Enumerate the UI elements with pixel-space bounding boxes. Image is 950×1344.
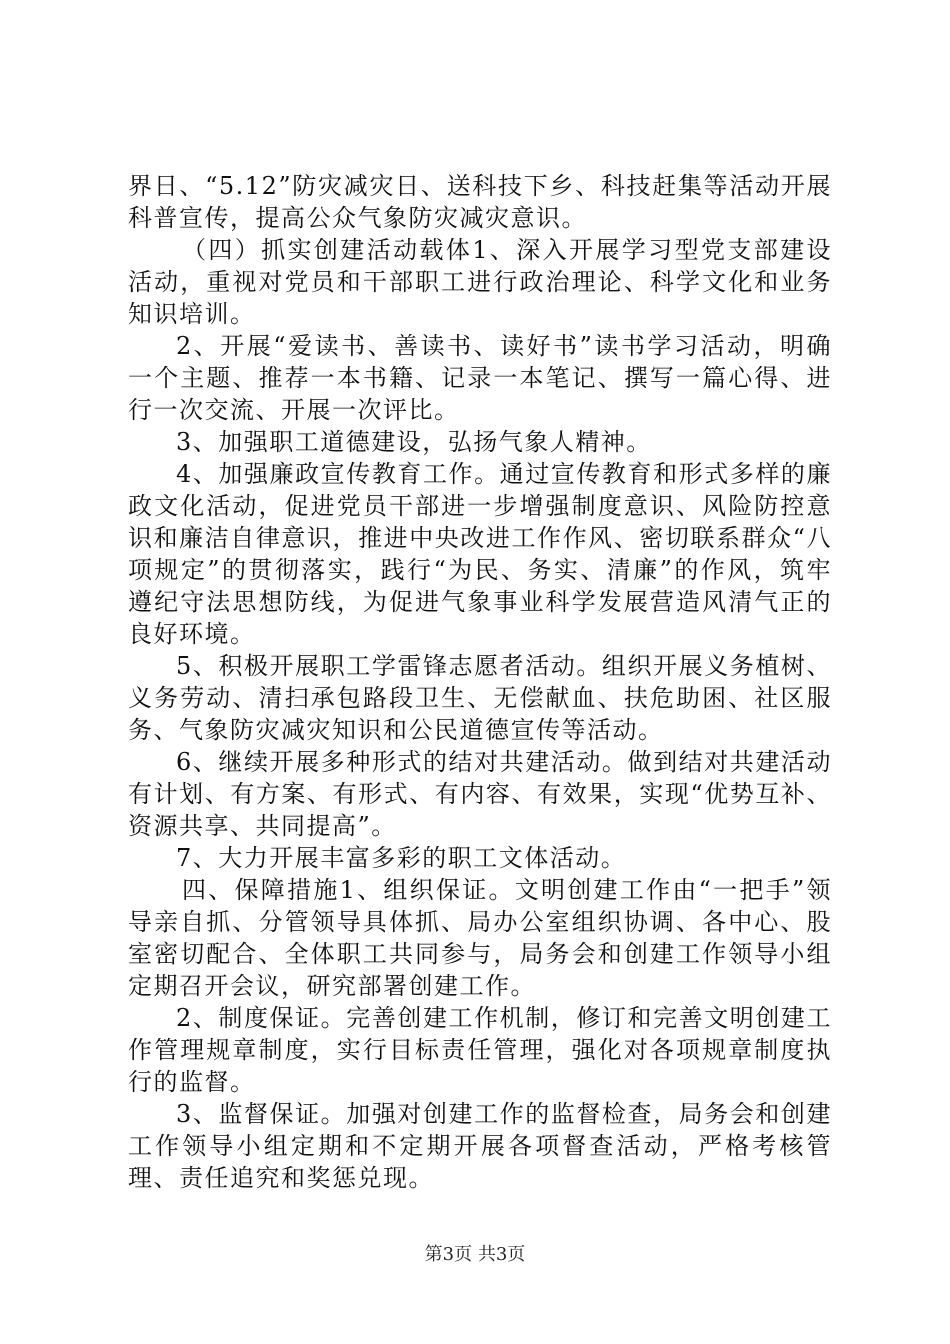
- paragraph-measure-3: 3、监督保证。加强对创建工作的监督检查，局务会和创建工作领导小组定期和不定期开展各项督查活动，严格考核管理、责任追究和奖惩兑现。: [128, 1100, 832, 1192]
- paragraph-item-7: 7、大力开展丰富多彩的职工文体活动。: [176, 844, 627, 872]
- document-body: [128, 170, 832, 1194]
- paragraph-section-measures: 四、保障措施1、组织保证。文明创建工作由“一把手”领导亲自抓、分管领导具体抓、局办公室组织协调、各中心、股室密切配合、全体职工共同参与，局务会和创建工作领导小组定期召开会议，研究部署创建工作。: [128, 876, 832, 1000]
- paragraph-item-5: 5、积极开展职工学雷锋志愿者活动。组织开展义务植树、义务劳动、清扫承包路段卫生、无偿献血、扶危助困、社区服务、气象防灾减灾知识和公民道德宣传等活动。: [128, 652, 832, 744]
- paragraph-item-4: 4、加强廉政宣传教育工作。通过宣传教育和形式多样的廉政文化活动，促进党员干部进一步增强制度意识、风险防控意识和廉洁自律意识，推进中央改进工作作风、密切联系群众“八项规定”的贯彻落实，践行“为民、务实、清廉”的作风，筑牢遵纪守法思想防线，为促进气象事业科学发展营造风清气正的良好环境。: [128, 460, 832, 648]
- page-number-footer: 第3页 共3页: [424, 1244, 526, 1265]
- paragraph-continuation: 界日、“5.12”防灾减灾日、送科技下乡、科技赶集等活动开展科普宣传，提高公众气象防灾减灾意识。: [128, 172, 832, 232]
- paragraph-item-3: 3、加强职工道德建设，弘扬气象人精神。: [176, 428, 652, 456]
- paragraph-section-four: （四）抓实创建活动载体1、深入开展学习型党支部建设活动，重视对党员和干部职工进行政治理论、科学文化和业务知识培训。: [128, 236, 832, 328]
- paragraph-item-2: 2、开展“爱读书、善读书、读好书”读书学习活动，明确一个主题、推荐一本书籍、记录一本笔记、撰写一篇心得、进行一次交流、开展一次评比。: [128, 332, 832, 424]
- paragraph-item-6: 6、继续开展多种形式的结对共建活动。做到结对共建活动有计划、有方案、有形式、有内容、有效果，实现“优势互补、资源共享、共同提高”。: [128, 748, 832, 840]
- paragraph-measure-2: 2、制度保证。完善创建工作机制，修订和完善文明创建工作管理规章制度，实行目标责任管理，强化对各项规章制度执行的监督。: [128, 1004, 832, 1096]
